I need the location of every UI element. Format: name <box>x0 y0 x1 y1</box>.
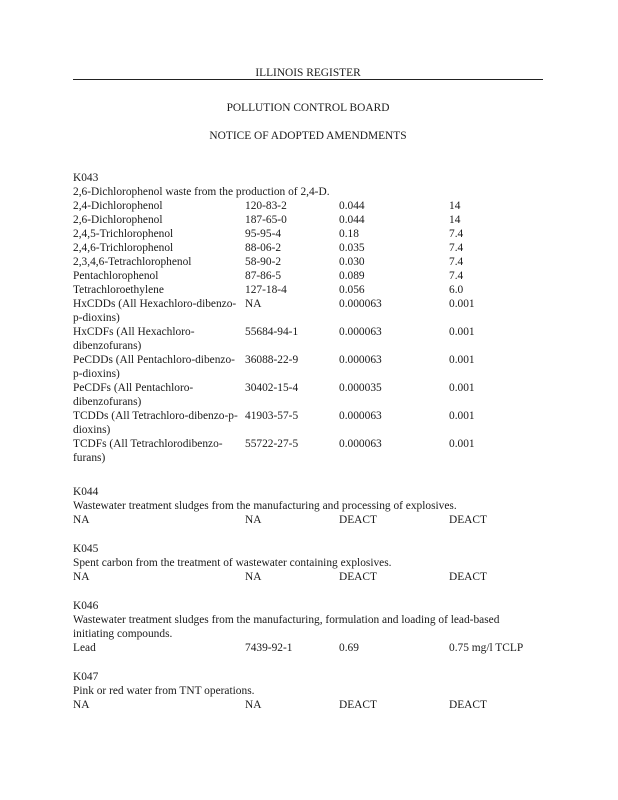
table-row <box>73 297 553 325</box>
wastewater-standard: 0.044 <box>339 200 365 212</box>
waste-section-k047 <box>73 670 553 712</box>
waste-description: Pink or red water from TNT operations. <box>73 685 255 697</box>
wastewater-standard: DEACT <box>339 699 377 711</box>
waste-section-k044 <box>73 485 553 527</box>
table-row <box>73 409 553 437</box>
waste-section-k045 <box>73 542 553 584</box>
wastewater-standard: 0.000063 <box>339 298 382 310</box>
waste-description: Wastewater treatment sludges from the manufacturing and processing of explosives. <box>73 500 457 512</box>
wastewater-standard: 0.056 <box>339 284 365 296</box>
cas-number: 88-06-2 <box>245 242 282 254</box>
register-title <box>73 66 543 80</box>
cas-number: 87-86-5 <box>245 270 282 282</box>
nonwastewater-standard: 0.001 <box>449 326 475 338</box>
cas-number: 120-83-2 <box>245 200 287 212</box>
wastewater-standard: 0.000063 <box>339 354 382 366</box>
table-row <box>73 269 553 283</box>
constituent-name: 2,4-Dichlorophenol <box>73 200 163 212</box>
constituent-name: TCDDs (All Tetrachloro-dibenzo-p-dioxins) <box>73 410 238 436</box>
table-row <box>73 570 553 584</box>
waste-section-k046 <box>73 599 553 655</box>
wastewater-standard: 0.000063 <box>339 410 382 422</box>
table-row <box>73 199 553 213</box>
cas-number: 55684-94-1 <box>245 326 299 338</box>
cas-number: 36088-22-9 <box>245 354 299 366</box>
cas-number: 187-65-0 <box>245 214 287 226</box>
cas-number: NA <box>245 514 262 526</box>
table-row <box>73 513 553 527</box>
nonwastewater-standard: 7.4 <box>449 228 464 240</box>
wastewater-standard: DEACT <box>339 571 377 583</box>
nonwastewater-standard: 14 <box>449 200 461 212</box>
wastewater-standard: 0.030 <box>339 256 365 268</box>
waste-code: K043 <box>73 172 99 184</box>
constituent-name: NA <box>73 571 90 583</box>
table-row <box>73 437 553 465</box>
wastewater-standard: 0.69 <box>339 642 359 654</box>
waste-section-k043 <box>73 171 553 465</box>
wastewater-standard: 0.044 <box>339 214 365 226</box>
nonwastewater-standard: 0.001 <box>449 354 475 366</box>
table-row <box>73 213 553 227</box>
constituent-name: Pentachlorophenol <box>73 270 159 282</box>
nonwastewater-standard: DEACT <box>449 699 487 711</box>
wastewater-standard: 0.035 <box>339 242 365 254</box>
notice-title: NOTICE OF ADOPTED AMENDMENTS <box>209 130 407 142</box>
table-row <box>73 227 553 241</box>
waste-description: Wastewater treatment sludges from the manufacturing, formulation and loading of lead-based initiating compounds. <box>73 614 500 640</box>
nonwastewater-standard: 0.001 <box>449 438 475 450</box>
waste-description: Spent carbon from the treatment of wastewater containing explosives. <box>73 557 392 569</box>
table-row <box>73 325 553 353</box>
nonwastewater-standard: DEACT <box>449 571 487 583</box>
table-row <box>73 283 553 297</box>
wastewater-standard: 0.000035 <box>339 382 382 394</box>
wastewater-standard: DEACT <box>339 514 377 526</box>
constituent-name: NA <box>73 514 90 526</box>
constituent-name: 2,3,4,6-Tetrachlorophenol <box>73 256 192 268</box>
table-row <box>73 241 553 255</box>
cas-number: 127-18-4 <box>245 284 287 296</box>
wastewater-standard: 0.089 <box>339 270 365 282</box>
waste-code: K046 <box>73 600 99 612</box>
wastewater-standard: 0.000063 <box>339 326 382 338</box>
constituent-name: PeCDFs (All Pentachloro-dibenzofurans) <box>73 382 194 408</box>
nonwastewater-standard: 0.001 <box>449 410 475 422</box>
wastewater-standard: 0.000063 <box>339 438 382 450</box>
cas-number: 41903-57-5 <box>245 410 299 422</box>
table-row <box>73 381 553 409</box>
cas-number: 95-95-4 <box>245 228 282 240</box>
waste-code: K044 <box>73 486 99 498</box>
constituent-name: HxCDFs (All Hexachloro-dibenzofurans) <box>73 326 195 352</box>
cas-number: 30402-15-4 <box>245 382 299 394</box>
nonwastewater-standard: 0.75 mg/l TCLP <box>449 642 524 654</box>
waste-code: K045 <box>73 543 99 555</box>
nonwastewater-standard: 7.4 <box>449 256 464 268</box>
constituent-name: 2,4,5-Trichlorophenol <box>73 228 174 240</box>
waste-description: 2,6-Dichlorophenol waste from the production of 2,4-D. <box>73 186 330 198</box>
wastewater-standard: 0.18 <box>339 228 359 240</box>
waste-code: K047 <box>73 671 99 683</box>
nonwastewater-standard: 7.4 <box>449 270 464 282</box>
nonwastewater-standard: 14 <box>449 214 461 226</box>
cas-number: 55722-27-5 <box>245 438 299 450</box>
register-title-text: ILLINOIS REGISTER <box>251 67 364 79</box>
constituent-name: Lead <box>73 642 96 654</box>
agency-title: POLLUTION CONTROL BOARD <box>226 102 390 114</box>
nonwastewater-standard: DEACT <box>449 514 487 526</box>
cas-number: 58-90-2 <box>245 256 282 268</box>
cas-number: 7439-92-1 <box>245 642 293 654</box>
cas-number: NA <box>245 699 262 711</box>
constituent-name: HxCDDs (All Hexachloro-dibenzo-p-dioxins) <box>73 298 237 324</box>
cas-number: NA <box>245 298 262 310</box>
constituent-name: PeCDDs (All Pentachloro-dibenzo-p-dioxins) <box>73 354 235 380</box>
table-row <box>73 255 553 269</box>
constituent-name: 2,4,6-Trichlorophenol <box>73 242 174 254</box>
constituent-name: TCDFs (All Tetrachlorodibenzo-furans) <box>73 438 223 464</box>
constituent-name: Tetrachloroethylene <box>73 284 164 296</box>
nonwastewater-standard: 6.0 <box>449 284 464 296</box>
table-row <box>73 641 553 655</box>
nonwastewater-standard: 0.001 <box>449 382 475 394</box>
table-row <box>73 698 553 712</box>
cas-number: NA <box>245 571 262 583</box>
nonwastewater-standard: 0.001 <box>449 298 475 310</box>
nonwastewater-standard: 7.4 <box>449 242 464 254</box>
constituent-name: 2,6-Dichlorophenol <box>73 214 163 226</box>
table-row <box>73 353 553 381</box>
constituent-name: NA <box>73 699 90 711</box>
